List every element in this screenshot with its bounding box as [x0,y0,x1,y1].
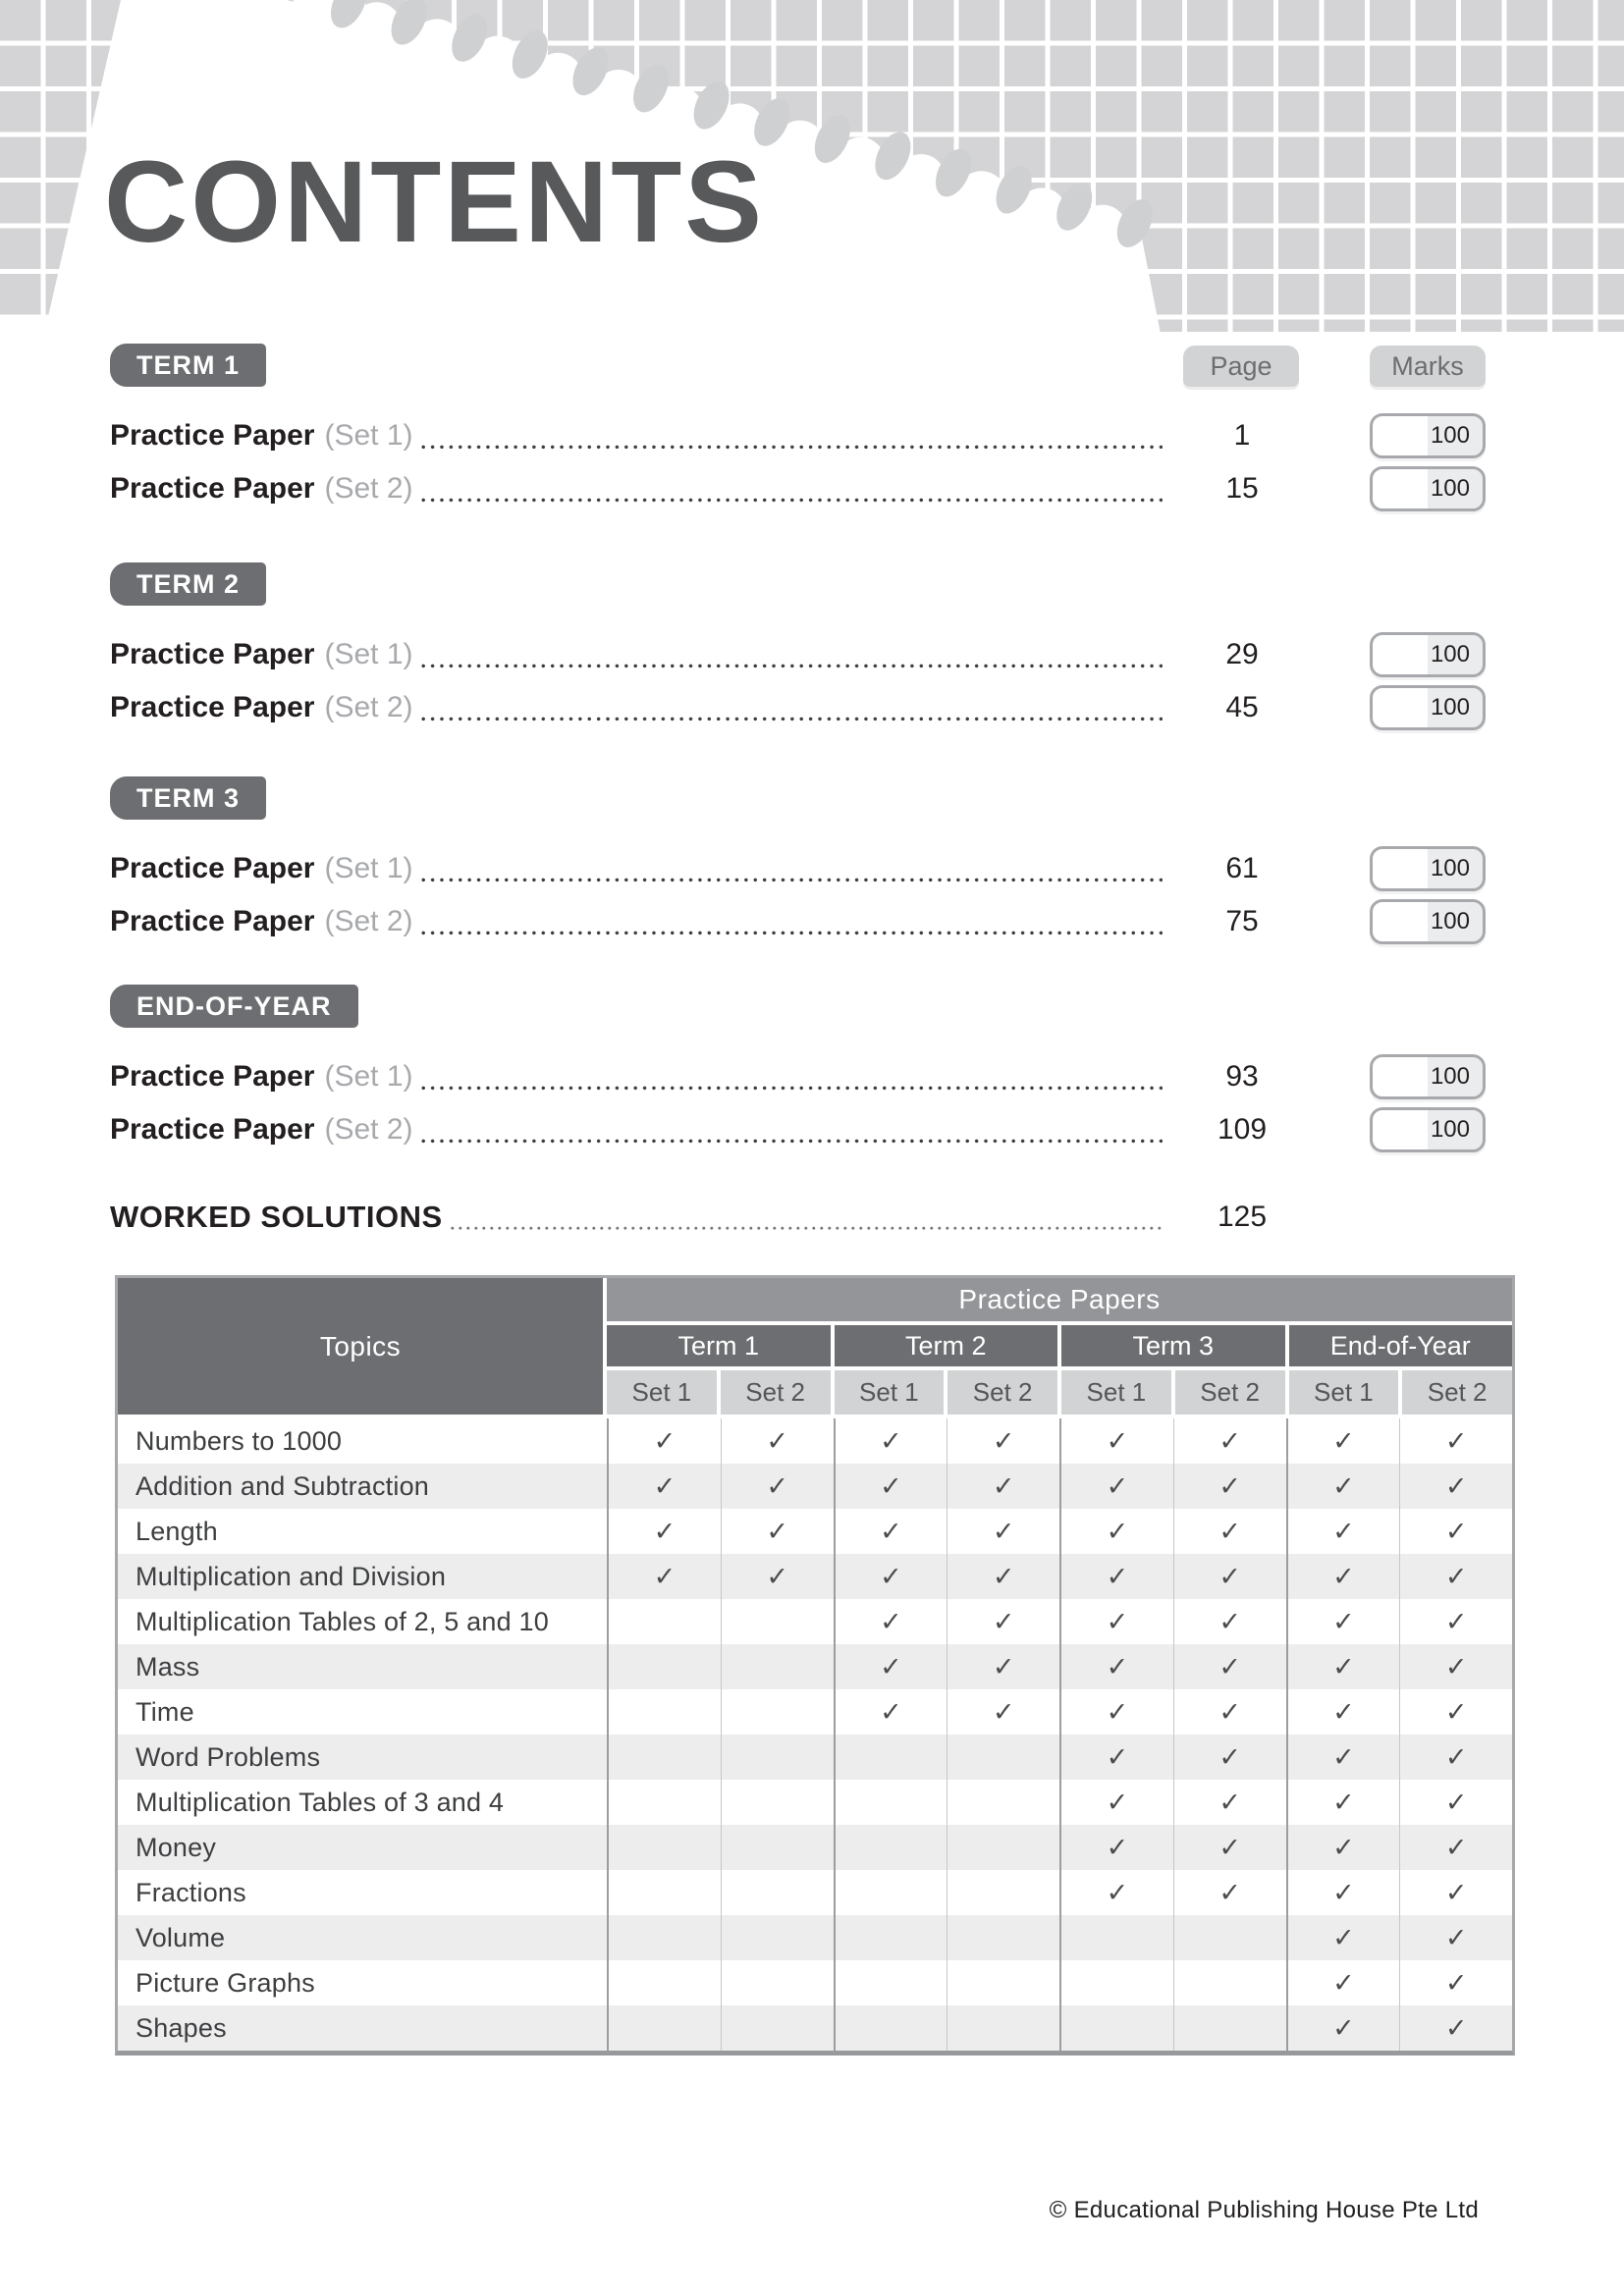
marks-value: 100 [1430,475,1470,502]
topics-table-body [118,1418,1512,2051]
check-icon: ✓ [947,1509,1059,1554]
empty-cell [721,1599,834,1644]
empty-cell [834,1825,947,1870]
check-icon: ✓ [1286,2005,1400,2051]
page-number: 1 [1233,419,1251,452]
check-icon: ✓ [1286,1644,1400,1689]
check-icon: ✓ [947,1644,1059,1689]
entry-label: Practice Paper [110,852,315,884]
table-row [118,1825,1512,1870]
marks-box [1370,632,1486,677]
check-icon: ✓ [834,1464,947,1509]
empty-cell [607,1825,721,1870]
entry-set: (Set 1) [324,419,413,452]
term-header-cell: Term 1 [607,1325,831,1366]
dotted-leader [421,498,1164,503]
empty-cell [947,1735,1059,1780]
footer-copyright: © Educational Publishing House Pte Ltd [1049,2197,1479,2223]
toc-entry [110,845,1486,892]
check-icon: ✓ [1173,1599,1286,1644]
check-icon: ✓ [1173,1644,1286,1689]
empty-cell [1173,2005,1286,2051]
marks-column-header: Marks [1370,346,1486,387]
empty-cell [947,1915,1059,1960]
marks-value: 100 [1430,855,1470,881]
empty-cell [834,1915,947,1960]
empty-cell [721,1960,834,2005]
check-icon: ✓ [1173,1689,1286,1735]
entry-set: (Set 1) [324,1060,413,1093]
worked-solutions-entry [110,1194,1486,1241]
check-icon: ✓ [947,1418,1059,1464]
check-icon: ✓ [1399,1599,1512,1644]
marks-value: 100 [1430,641,1470,667]
check-icon: ✓ [1399,1554,1512,1599]
marks-value: 100 [1430,422,1470,449]
toc-section-term1 [110,344,1486,530]
table-row [118,1870,1512,1915]
check-icon: ✓ [1059,1418,1173,1464]
empty-cell [607,1735,721,1780]
table-row [118,2005,1512,2051]
check-icon: ✓ [1399,1960,1512,2005]
toc-section-term3 [110,776,1486,963]
check-icon: ✓ [1286,1418,1400,1464]
topic-label: Multiplication and Division [135,1561,447,1591]
entry-set: (Set 2) [324,472,413,505]
check-icon: ✓ [1173,1870,1286,1915]
toc-section-end-of-year [110,985,1486,1171]
empty-cell [721,1644,834,1689]
check-icon: ✓ [1286,1735,1400,1780]
topic-label: Addition and Subtraction [135,1470,430,1501]
check-icon: ✓ [1059,1554,1173,1599]
check-icon: ✓ [607,1554,721,1599]
check-icon: ✓ [1286,1554,1400,1599]
check-icon: ✓ [1286,1960,1400,2005]
empty-cell [721,1915,834,1960]
entry-set: (Set 1) [324,852,413,884]
set-header-cell: Set 1 [835,1370,945,1415]
page-number: 15 [1225,472,1259,505]
check-icon: ✓ [721,1418,834,1464]
check-icon: ✓ [1399,1644,1512,1689]
page-number: 29 [1225,638,1259,670]
marks-box [1370,685,1486,730]
set-header-cell: Set 2 [1402,1370,1512,1415]
toc-entry [110,412,1486,459]
page-title: CONTENTS [104,137,765,267]
set-header-cell: Set 1 [607,1370,717,1415]
empty-cell [1059,1960,1173,2005]
check-icon: ✓ [721,1509,834,1554]
dotted-leader [421,1086,1164,1091]
table-row [118,1915,1512,1960]
empty-cell [834,1960,947,2005]
topics-table [115,1275,1515,2056]
empty-cell [1059,2005,1173,2051]
empty-cell [947,1960,1059,2005]
entry-label: Practice Paper [110,638,315,670]
page-number: 109 [1217,1113,1268,1146]
page-column-header: Page [1183,346,1299,387]
entry-label: Practice Paper [110,419,315,452]
check-icon: ✓ [1399,1509,1512,1554]
marks-box [1370,1054,1486,1099]
marks-value: 100 [1430,908,1470,934]
table-row [118,1509,1512,1554]
check-icon: ✓ [1059,1780,1173,1825]
entry-label: Practice Paper [110,691,315,723]
table-row [118,1689,1512,1735]
check-icon: ✓ [834,1689,947,1735]
empty-cell [834,1780,947,1825]
practice-papers-header-cell: Practice Papers [607,1278,1512,1321]
empty-cell [947,1780,1059,1825]
check-icon: ✓ [1286,1825,1400,1870]
table-row [118,1418,1512,1464]
check-icon: ✓ [947,1464,1059,1509]
check-icon: ✓ [1173,1825,1286,1870]
empty-cell [834,2005,947,2051]
empty-cell [721,1689,834,1735]
empty-cell [607,1689,721,1735]
empty-cell [834,1870,947,1915]
empty-cell [721,1735,834,1780]
topic-label: Time [135,1696,194,1727]
page-number: 61 [1225,852,1259,884]
check-icon: ✓ [1059,1464,1173,1509]
topics-table-header [118,1278,1512,1415]
empty-cell [721,1870,834,1915]
empty-cell [607,1780,721,1825]
marks-box [1370,846,1486,891]
empty-cell [607,2005,721,2051]
toc-section-term2 [110,562,1486,749]
empty-cell [834,1735,947,1780]
check-icon: ✓ [1399,1735,1512,1780]
marks-box [1370,466,1486,511]
topics-header-cell: Topics [118,1278,607,1415]
empty-cell [1173,1960,1286,2005]
check-icon: ✓ [834,1418,947,1464]
check-icon: ✓ [1399,2005,1512,2051]
check-icon: ✓ [1173,1418,1286,1464]
set-header-cell: Set 2 [947,1370,1057,1415]
topic-label: Volume [135,1922,226,1952]
empty-cell [947,1825,1059,1870]
topic-label: Mass [135,1651,200,1682]
topic-label: Multiplication Tables of 2, 5 and 10 [135,1606,549,1636]
check-icon: ✓ [1399,1418,1512,1464]
empty-cell [607,1870,721,1915]
check-icon: ✓ [1059,1735,1173,1780]
section-badge: TERM 1 [110,344,266,387]
empty-cell [607,1644,721,1689]
check-icon: ✓ [1059,1599,1173,1644]
set-header-cell: Set 1 [1289,1370,1399,1415]
check-icon: ✓ [1173,1464,1286,1509]
check-icon: ✓ [1173,1780,1286,1825]
toc-entry [110,1053,1486,1100]
check-icon: ✓ [1286,1509,1400,1554]
table-row [118,1780,1512,1825]
check-icon: ✓ [1399,1825,1512,1870]
page-number: 125 [1217,1201,1268,1233]
check-icon: ✓ [721,1464,834,1509]
topic-label: Money [135,1832,217,1862]
check-icon: ✓ [1286,1464,1400,1509]
entry-label: Practice Paper [110,905,315,937]
page-number: 75 [1225,905,1259,937]
marks-value: 100 [1430,1116,1470,1143]
check-icon: ✓ [1286,1599,1400,1644]
empty-cell [607,1599,721,1644]
check-icon: ✓ [834,1509,947,1554]
check-icon: ✓ [1399,1915,1512,1960]
dotted-leader [421,931,1164,935]
dotted-leader [421,717,1164,721]
check-icon: ✓ [607,1509,721,1554]
empty-cell [607,1915,721,1960]
topic-label: Length [135,1516,218,1546]
entry-set: (Set 1) [324,638,413,670]
page-number: 45 [1225,691,1259,723]
term-header-cell: Term 2 [835,1325,1058,1366]
check-icon: ✓ [1399,1870,1512,1915]
check-icon: ✓ [947,1689,1059,1735]
check-icon: ✓ [947,1599,1059,1644]
entry-set: (Set 2) [324,1113,413,1146]
dotted-leader [421,664,1164,668]
check-icon: ✓ [1059,1825,1173,1870]
marks-value: 100 [1430,694,1470,721]
table-row [118,1599,1512,1644]
toc-entry [110,1106,1486,1153]
grid-pattern-background [1100,316,1624,332]
entry-label: Practice Paper [110,472,315,505]
check-icon: ✓ [947,1554,1059,1599]
empty-cell [721,1780,834,1825]
check-icon: ✓ [1286,1915,1400,1960]
marks-box [1370,413,1486,458]
dotted-leader [421,445,1164,450]
empty-cell [607,1960,721,2005]
toc-entry [110,898,1486,945]
marks-box [1370,1107,1486,1152]
check-icon: ✓ [834,1644,947,1689]
check-icon: ✓ [1059,1870,1173,1915]
table-row [118,1554,1512,1599]
page-number: 93 [1225,1060,1259,1093]
section-badge: END-OF-YEAR [110,985,358,1028]
empty-cell [947,1870,1059,1915]
table-row [118,1735,1512,1780]
marks-box [1370,899,1486,944]
toc-entry [110,465,1486,512]
entry-set: (Set 2) [324,691,413,723]
empty-cell [721,2005,834,2051]
section-badge: TERM 2 [110,562,266,606]
topic-label: Fractions [135,1877,246,1907]
check-icon: ✓ [834,1599,947,1644]
set-header-cell: Set 2 [1175,1370,1285,1415]
term-header-cell: End-of-Year [1289,1325,1513,1366]
topic-label: Numbers to 1000 [135,1425,343,1456]
check-icon: ✓ [834,1554,947,1599]
marks-value: 100 [1430,1063,1470,1090]
check-icon: ✓ [1286,1780,1400,1825]
empty-cell [1173,1915,1286,1960]
check-icon: ✓ [607,1464,721,1509]
dotted-leader [421,1139,1164,1144]
entry-label: Practice Paper [110,1060,315,1093]
topic-label: Picture Graphs [135,1967,315,1998]
table-row [118,1644,1512,1689]
empty-cell [947,2005,1059,2051]
topic-label: Word Problems [135,1741,321,1772]
table-row [118,1464,1512,1509]
set-header-cell: Set 1 [1061,1370,1171,1415]
section-badge: TERM 3 [110,776,266,820]
check-icon: ✓ [1059,1689,1173,1735]
topic-label: Multiplication Tables of 3 and 4 [135,1787,505,1817]
topic-label: Shapes [135,2012,227,2043]
check-icon: ✓ [1399,1780,1512,1825]
dotted-leader [451,1226,1163,1231]
check-icon: ✓ [1286,1689,1400,1735]
dotted-leader [421,878,1164,882]
toc-entry [110,631,1486,678]
check-icon: ✓ [1059,1644,1173,1689]
check-icon: ✓ [607,1418,721,1464]
check-icon: ✓ [1286,1870,1400,1915]
entry-label: Practice Paper [110,1113,315,1146]
check-icon: ✓ [1173,1554,1286,1599]
entry-label: WORKED SOLUTIONS [110,1200,443,1234]
empty-cell [1059,1915,1173,1960]
check-icon: ✓ [1059,1509,1173,1554]
entry-set: (Set 2) [324,905,413,937]
check-icon: ✓ [721,1554,834,1599]
set-header-cell: Set 2 [721,1370,831,1415]
empty-cell [721,1825,834,1870]
check-icon: ✓ [1173,1735,1286,1780]
toc-entry [110,684,1486,731]
check-icon: ✓ [1399,1464,1512,1509]
term-header-cell: Term 3 [1061,1325,1285,1366]
check-icon: ✓ [1173,1509,1286,1554]
check-icon: ✓ [1399,1689,1512,1735]
table-row [118,1960,1512,2005]
